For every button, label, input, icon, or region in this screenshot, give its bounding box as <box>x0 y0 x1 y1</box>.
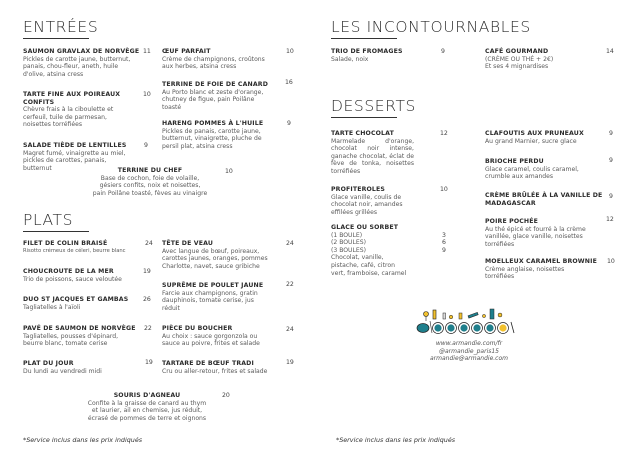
item-name: TÊTE DE VEAU <box>162 240 214 247</box>
menu-item <box>331 186 431 216</box>
item-name: PAVÉ DE SAUMON DE NORVÈGE <box>23 325 136 332</box>
item-name: POIRE POCHÉE <box>485 218 539 225</box>
item-desc: Pickles de panais, carotte jaune, butternut, vinaigrette, pluche de persil plat, atsina cress <box>162 127 262 150</box>
item-price: 20 <box>222 392 230 399</box>
item-name: TARTARE DE BŒUF TRADI <box>162 360 254 367</box>
item-price: 9 <box>609 193 613 200</box>
item-desc: Magret fumé, vinaigrette au miel, pickles de carottes, panais, butternut <box>23 149 126 172</box>
menu-item <box>331 130 414 176</box>
item-price: 9 <box>144 142 148 149</box>
item-desc: Au Porto blanc et zeste d'orange, chutney de figue, pain Poilâne toasté <box>162 88 264 111</box>
service-note-right: *Service inclus dans les prix indiqués <box>336 436 456 444</box>
item-desc: Marmelade d'orange, chocolat noir intense, ganache chocolat, éclat de fève de tonka, noisettes torréfiées <box>331 137 414 175</box>
desserts-heading: DESSERTS <box>331 97 416 115</box>
food-illustration-icon <box>416 308 520 340</box>
item-price: 22 <box>144 325 152 332</box>
menu-item <box>162 282 282 312</box>
item-name: TARTE CHOCOLAT <box>331 130 394 137</box>
item-name: TRIO DE FROMAGES <box>331 48 403 55</box>
item-price: 19 <box>143 268 151 275</box>
menu-item <box>485 218 603 248</box>
incontournables-underline <box>331 38 397 39</box>
contact-block <box>418 340 520 363</box>
item-price: 19 <box>286 359 294 366</box>
item-price: 10 <box>225 168 233 175</box>
item-desc: Cru ou aller-retour, frites et salade <box>162 367 268 375</box>
item-price: 24 <box>145 240 153 247</box>
plats-heading: PLATS <box>23 211 74 229</box>
item-name: CRÈME BRÛLÉE À LA VANILLE DE MADAGASCAR <box>485 192 603 207</box>
menu-item <box>331 224 431 277</box>
item-desc: Au thé épicé et fourré à la crème vanillée, glace vanille, noisettes torréfiées <box>485 225 586 248</box>
item-name: SAUMON GRAVLAX DE NORVÈGE <box>23 48 140 55</box>
item-desc: Pickles de carotte jaune, butternut, panais, chou-fleur, aneth, huile d'olive, atsina cress <box>23 55 131 78</box>
item-name: TARTE FINE AUX POIREAUX CONFITS <box>23 91 121 106</box>
item-price: 12 <box>606 216 614 223</box>
item-name: GLACE OU SORBET <box>331 224 399 231</box>
entrees-heading: ENTRÉES <box>23 18 99 36</box>
item-price: 16 <box>285 79 293 86</box>
item-name: TERRINE DE FOIE DE CANARD <box>162 81 268 88</box>
sorbet-option: (3 BOULES) <box>331 246 367 254</box>
menu-item <box>485 258 603 281</box>
item-name: PIÈCE DU BOUCHER <box>162 325 233 332</box>
item-price: 9 <box>609 130 613 137</box>
item-name: SOURIS D'AGNEAU <box>113 392 181 399</box>
sorbet-option: (2 BOULES) <box>331 239 367 247</box>
item-price: 26 <box>143 296 151 303</box>
option-price: 6 <box>442 239 446 247</box>
menu-item <box>162 120 282 150</box>
item-price: 9 <box>287 120 291 127</box>
item-desc: Chèvre frais à la ciboulette et cerfeuil, tuile de parmesan, noisettes torréfiées <box>23 106 114 129</box>
item-desc: Base de cochon, foie de volaille, gésiers confits, noix et noisettes, pain Poilâne toasté, fèves au vinaigre <box>92 174 208 197</box>
item-name: CLAFOUTIS AUX PRUNEAUX <box>485 130 584 137</box>
menu-item <box>331 48 431 63</box>
desserts-underline <box>331 117 397 118</box>
menu-item <box>485 192 605 207</box>
item-desc: Trio de poissons, sauce veloutée <box>23 275 122 283</box>
menu-item <box>23 268 141 283</box>
item-desc: Glace vanille, coulis de chocolat noir, amandes effilées grillées <box>331 193 403 216</box>
item-desc: Confite à la graisse de canard au thym et laurier, ail en chemise, jus réduit, écrasé de pommes de terre et oignons <box>87 399 207 422</box>
item-name: ŒUF PARFAIT <box>162 48 211 55</box>
website-link[interactable]: www.armandie.com/fr <box>435 340 503 347</box>
item-name: BRIOCHE PERDU <box>485 158 544 165</box>
item-name: SALADE TIÈDE DE LENTILLES <box>23 142 127 149</box>
item-desc: Du lundi au vendredi midi <box>23 367 102 375</box>
item-price: 22 <box>286 281 294 288</box>
item-name: HARENG POMMES À L'HUILE <box>162 120 264 127</box>
menu-item <box>485 158 600 181</box>
incontournables-heading: LES INCONTOURNABLES <box>331 18 531 36</box>
entrees-underline <box>23 38 89 39</box>
menu-item <box>77 392 217 422</box>
item-price: 10 <box>440 186 448 193</box>
menu-item <box>80 167 220 197</box>
item-name: FILET DE COLIN BRAISÉ <box>23 240 108 247</box>
item-price: 24 <box>286 326 294 333</box>
item-name: PROFITEROLES <box>331 186 385 193</box>
item-price: 14 <box>606 48 614 55</box>
item-desc: Tagliatelles, pousses d'épinard, beurre blanc, tomate cerise <box>23 332 119 348</box>
menu-item <box>23 240 141 255</box>
item-desc: (CRÈME OU THÉ + 2€) Et ses 4 mignardises <box>485 55 554 71</box>
item-desc: Glace caramel, coulis caramel, crumble aux amandes <box>485 165 579 181</box>
item-price: 24 <box>286 240 294 247</box>
menu-item <box>162 360 286 375</box>
item-desc: Au choix : sauce gorgonzola ou sauce au poivre, frites et salade <box>162 332 260 348</box>
menu-item <box>23 325 141 348</box>
item-name: PLAT DU JOUR <box>23 360 74 367</box>
plats-underline <box>23 231 89 232</box>
item-name: TERRINE DU CHEF <box>117 167 183 174</box>
menu-item <box>162 48 282 71</box>
menu-item <box>162 81 282 111</box>
item-price: 11 <box>143 48 151 55</box>
item-desc: Risotto crémeux de céleri, beurre blanc <box>23 247 126 254</box>
menu-item <box>23 296 141 311</box>
item-name: CHOUCROUTE DE LA MER <box>23 268 114 275</box>
item-desc: Crème de champignons, croûtons aux herbes, atsina cress <box>162 55 265 71</box>
menu-item <box>23 91 141 129</box>
item-price: 12 <box>440 130 448 137</box>
menu-item <box>485 130 600 145</box>
instagram-handle[interactable]: @armandie_paris15 <box>438 347 499 355</box>
item-price: 9 <box>609 157 613 164</box>
item-desc: Crème anglaise, noisettes torréfiées <box>485 265 565 281</box>
item-price: 19 <box>145 359 153 366</box>
item-desc: Avec langue de bœuf, poireaux, carottes jaunes, oranges, pommes Charlotte, navet, sauce gribiche <box>162 247 268 270</box>
sorbet-option: (1 BOULE) <box>331 231 363 239</box>
option-price: 9 <box>442 246 446 254</box>
menu-item <box>23 48 141 78</box>
item-name: MOELLEUX CARAMEL BROWNIE <box>485 258 597 265</box>
item-desc: Chocolat, vanille, pistache, café, citron vert, framboise, caramel <box>331 254 407 277</box>
item-name: SUPRÊME DE POULET JAUNE <box>162 282 264 289</box>
item-price: 10 <box>143 91 151 98</box>
item-desc: Au grand Marnier, sucre glace <box>485 137 577 145</box>
menu-item <box>162 325 282 348</box>
menu-item <box>485 48 595 71</box>
option-price: 3 <box>442 231 446 239</box>
service-note-left: *Service inclus dans les prix indiqués <box>23 436 143 444</box>
item-desc: Farcie aux champignons, gratin dauphinois, tomate cerise, jus réduit <box>162 289 258 312</box>
menu-item <box>23 360 141 375</box>
email-link[interactable]: armandie@armandie.com <box>430 355 508 363</box>
item-name: DUO ST JACQUES ET GAMBAS <box>23 296 129 303</box>
item-desc: Tagliatelles à l'aïoli <box>23 303 81 311</box>
item-price: 10 <box>286 48 294 55</box>
item-desc: Salade, noix <box>331 55 369 63</box>
item-price: 10 <box>607 258 615 265</box>
item-name: CAFÉ GOURMAND <box>485 48 549 55</box>
item-price: 9 <box>441 48 445 55</box>
restaurant-logo-illustration <box>416 308 520 340</box>
menu-item <box>162 240 282 270</box>
